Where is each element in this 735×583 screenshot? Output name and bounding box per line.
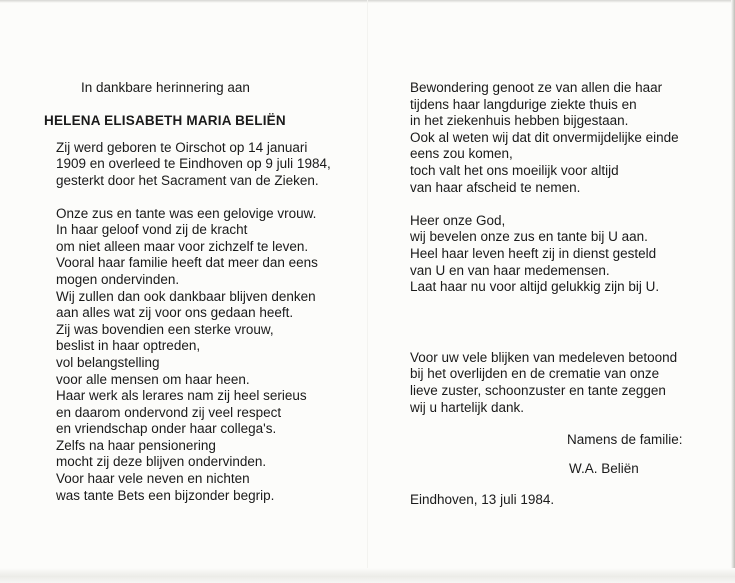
- card-bottom-edge: [0, 568, 735, 583]
- family-label: Namens de familie:: [567, 432, 683, 448]
- body-line: voor alle mensen om haar heen.: [56, 371, 250, 387]
- admiration-paragraph: [410, 80, 710, 196]
- right-page: [410, 80, 710, 509]
- body-line: mocht zij deze blijven ondervinden.: [56, 454, 267, 470]
- prayer-line: wij bevelen onze zus en tante bij U aan.: [410, 229, 648, 245]
- body-line: Onze zus en tante was een gelovige vrouw.: [56, 205, 317, 221]
- body-line: en daarom ondervond zij veel respect: [56, 404, 282, 420]
- thanks-line: Voor uw vele blijken van medeleven betoond: [410, 349, 678, 365]
- birth-line: 1909 en overleed te Eindhoven op 9 juli 1984,: [56, 156, 331, 172]
- prayer-line: Heel haar leven heeft zij in dienst gesteld: [410, 245, 657, 261]
- thanks-line: wij u hartelijk dank.: [410, 399, 525, 415]
- thanks-line: lieve zuster, schoonzuster en tante zeggen: [410, 382, 666, 398]
- admiration-line: tijdens haar langdurige ziekte thuis en: [410, 96, 637, 112]
- body-line: Vooral haar familie heeft dat meer dan eens: [56, 255, 318, 271]
- body-line: Zelfs na haar pensionering: [56, 437, 216, 453]
- body-line: mogen ondervinden.: [56, 271, 180, 287]
- admiration-line: van haar afscheid te nemen.: [410, 179, 581, 195]
- place-date: Eindhoven, 13 juli 1984.: [410, 492, 555, 508]
- thanks-line: bij het overlijden en de crematie van onze: [410, 366, 660, 382]
- prayer-paragraph: [410, 213, 710, 296]
- body-line: Voor haar vele neven en nichten: [56, 471, 250, 487]
- signatory-name: W.A. Beliën: [569, 460, 639, 476]
- body-line: om niet alleen maar voor zichzelf te leven.: [56, 238, 309, 254]
- body-line: was tante Bets een bijzonder begrip.: [56, 487, 275, 503]
- admiration-line: eens zou komen,: [410, 146, 513, 162]
- prayer-line: van U en van haar medemensen.: [410, 262, 610, 278]
- prayer-line: Heer onze God,: [410, 212, 506, 228]
- left-page: [44, 80, 356, 504]
- body-line: vol belangstelling: [56, 354, 160, 370]
- thanks-paragraph: [410, 350, 710, 416]
- body-line: Zij was bovendien een sterke vrouw,: [56, 321, 274, 337]
- body-line: Wij zullen dan ook dankbaar blijven denken: [56, 288, 316, 304]
- admiration-line: in het ziekenhuis hebben bijgestaan.: [410, 113, 629, 129]
- body-line: aan alles wat zij voor ons gedaan heeft.: [56, 305, 294, 321]
- birth-line: Zij werd geboren te Oirschot op 14 januari: [56, 139, 308, 155]
- prayer-line: Laat haar nu voor altijd gelukkig zijn bij U.: [410, 279, 660, 295]
- intro-text: In dankbare herinnering aan: [81, 80, 250, 95]
- body-line: Haar werk als lerares nam zij heel serieus: [56, 388, 307, 404]
- card-fold-line: [367, 0, 368, 583]
- admiration-line: Bewondering genoot ze van allen die haar: [410, 80, 663, 95]
- body-line: beslist in haar optreden,: [56, 338, 201, 354]
- admiration-line: toch valt het ons moeilijk voor altijd: [410, 162, 619, 178]
- life-paragraph: [56, 206, 356, 505]
- body-line: In haar geloof vond zij de kracht: [56, 222, 248, 238]
- birth-death-paragraph: [56, 140, 356, 190]
- deceased-name: HELENA ELISABETH MARIA BELIËN: [44, 113, 286, 129]
- body-line: en vriendschap onder haar collega's.: [56, 421, 277, 437]
- birth-line: gesterkt door het Sacrament van de Zieken.: [56, 172, 319, 188]
- card-right-edge: [731, 0, 735, 583]
- admiration-line: Ook al weten wij dat dit onvermijdelijke einde: [410, 129, 679, 145]
